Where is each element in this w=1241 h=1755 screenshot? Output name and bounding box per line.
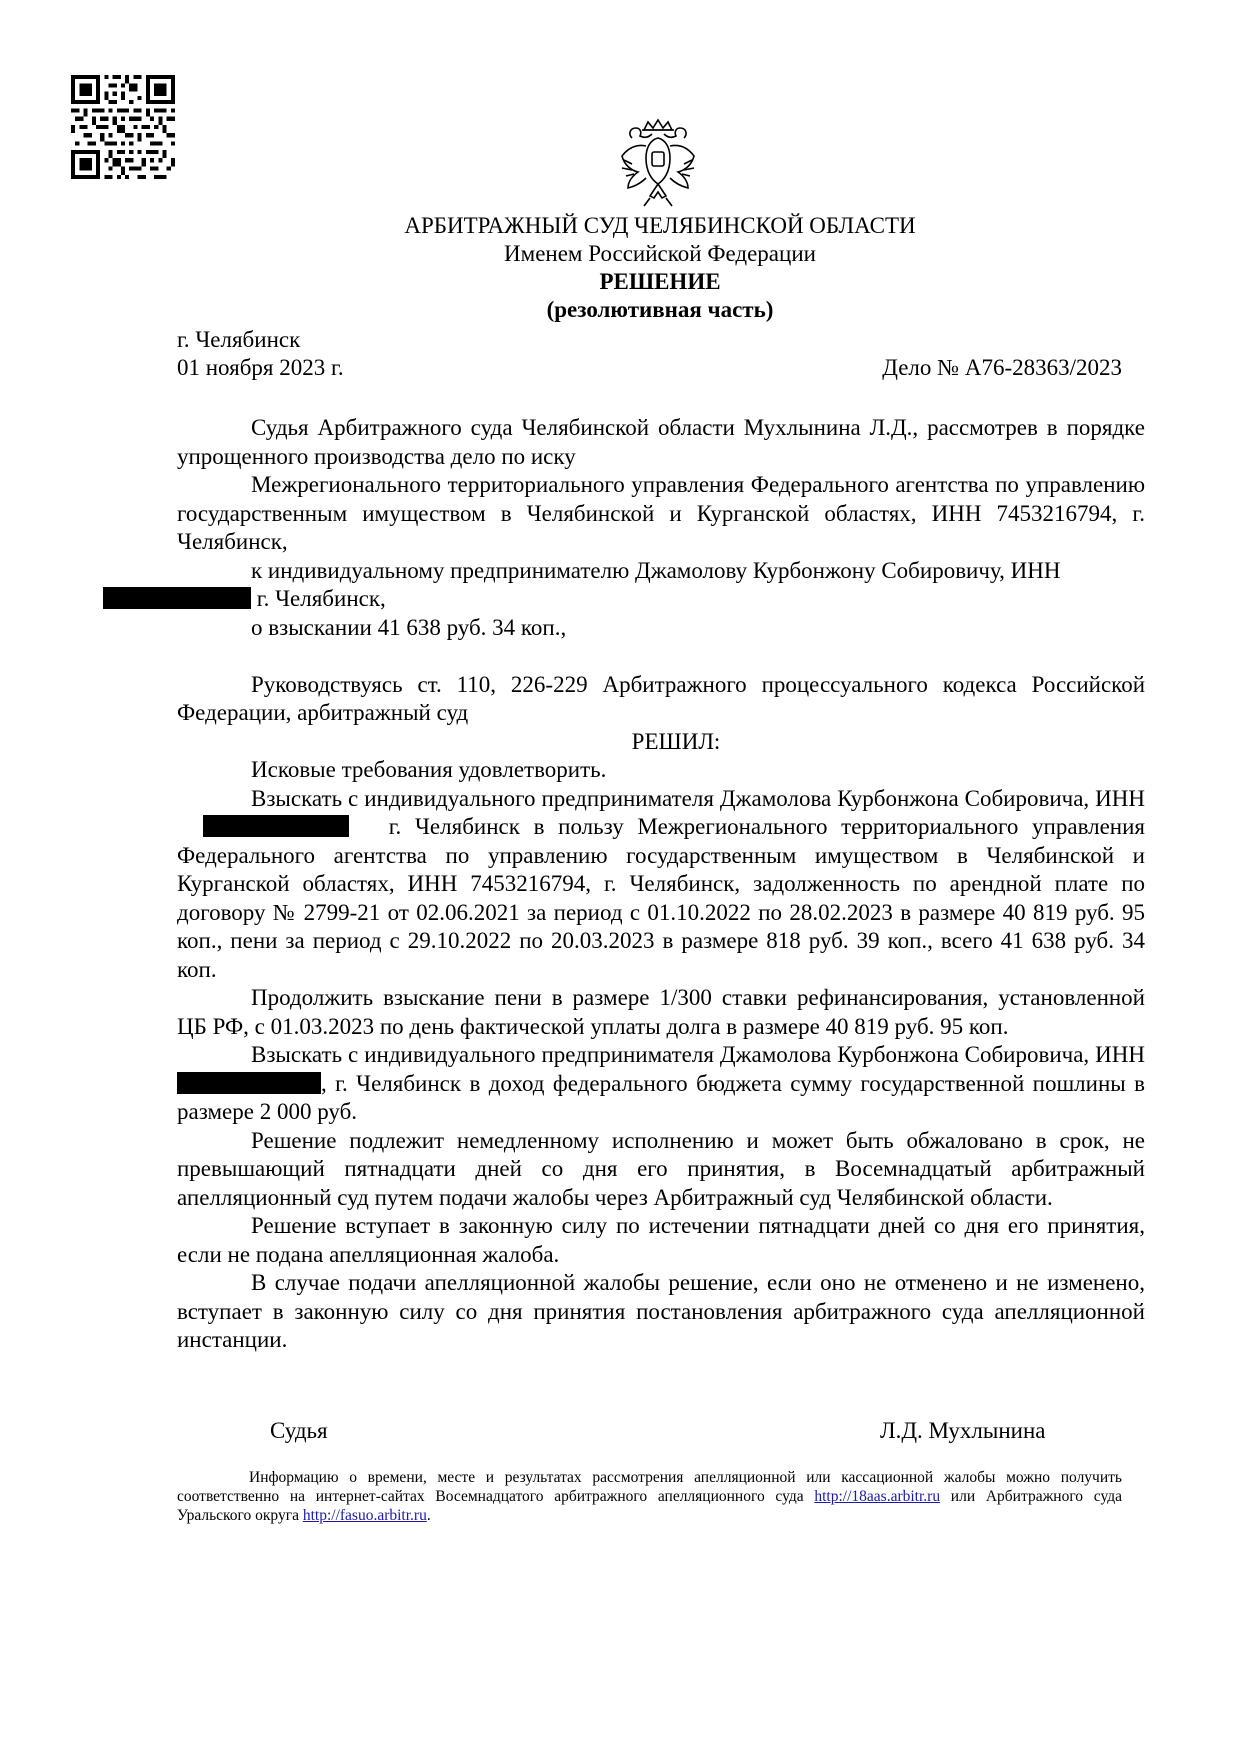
document-type: РЕШЕНИЕ <box>599 269 721 294</box>
recover-duty-text-b: , г. Челябинск в доход федерального бюджета сумму государственной пошлины в размере 2 000 руб. <box>177 1070 1145 1124</box>
case-number: Дело № А76-28363/2023 <box>882 355 1122 380</box>
paragraph-effective: Решение вступает в законную силу по истечении пятнадцати дней со дня его принятия, если не подана апелляционная жалоба. <box>177 1213 1145 1267</box>
document-meta <box>177 326 1122 382</box>
paragraph-recover-debt <box>177 785 1145 985</box>
paragraph-penalty: Продолжить взыскание пени в размере 1/300 ставки рефинансирования, установленной ЦБ РФ, с 01.03.2023 по день фактической уплаты долга в размере 40 819 руб. 95 коп. <box>177 985 1145 1039</box>
redacted-inn <box>177 1072 321 1094</box>
city: г. Челябинск <box>177 327 301 352</box>
signature-name: Л.Д. Мухлынина <box>880 1418 1046 1443</box>
document-header <box>160 212 1160 324</box>
footnote-text-2: или Арбитражного суда Уральского округа <box>177 1488 1122 1524</box>
defendant-city: г. Челябинск, <box>251 586 386 611</box>
paragraph-recover-duty <box>177 1041 1145 1127</box>
footnote-text-3: . <box>426 1507 431 1524</box>
paragraph-plaintiff: Межрегионального территориального управления Федерального агентства по управлению государственным имуществом в Челябинской и Курганской областях, ИНН 7453216794, г. Челябинск, <box>177 472 1145 554</box>
redacted-inn <box>103 587 251 609</box>
defendant-text: к индивидуальному предпринимателю Джамолову Курбонжону Собировичу, ИНН <box>251 557 1061 583</box>
recover-debt-text-b: г. Челябинск в пользу Межрегионального территориального управления Федерального агентства по управлению государственным имуществом в Челябинской и Курганской областях, ИНН 7453216794, г. Челябинск, задолженность по арендной плате по договору № 2799-21 от 02.06.2021 за период с 01.10.2022 по 28.02.2023 в размере 40 819 руб. 95 коп., пени за период с 29.10.2022 по 20.03.2023 в размере 818 руб. 39 коп., всего 41 638 руб. 34 коп. <box>177 814 1146 982</box>
qr-code <box>71 75 175 179</box>
redacted-inn <box>203 815 349 837</box>
decision-date: 01 ноября 2023 г. <box>177 355 344 380</box>
paragraph-claim: о взыскании 41 638 руб. 34 коп., <box>251 614 567 640</box>
paragraph-defendant <box>177 557 1145 614</box>
link-18aas[interactable]: http://18aas.arbitr.ru <box>814 1488 941 1505</box>
link-fasuo[interactable]: http://fasuo.arbitr.ru <box>302 1507 427 1524</box>
coat-of-arms-emblem <box>614 116 702 211</box>
signature-title: Судья <box>270 1418 328 1443</box>
resolution-heading: РЕШИЛ: <box>631 728 721 754</box>
footnote-text-1: Информацию о времени, месте и результатах рассмотрения апелляционной или кассационной жалобы можно получить соответственно на интернет-сайтах Восемнадцатого арбитражного апелляционного суда <box>177 1469 1122 1505</box>
paragraph-judge: Судья Арбитражного суда Челябинской области Мухлынина Л.Д., рассмотрев в порядке упрощенного производства дело по иску <box>177 415 1145 469</box>
paragraph-grounds: Руководствуясь ст. 110, 226-229 Арбитражного процессуального кодекса Российской Федерации, арбитражный суд <box>177 671 1145 725</box>
paragraph-satisfy: Исковые требования удовлетворить. <box>251 757 607 782</box>
paragraph-appeal: Решение подлежит немедленному исполнению и может быть обжаловано в срок, не превышающий пятнадцати дней со дня его принятия, в Восемнадцатый арбитражный апелляционный суд путем подачи жалобы через Арбитражный суд Челябинской области. <box>177 1127 1145 1210</box>
paragraph-appeal-effective: В случае подачи апелляционной жалобы решение, если оно не отменено и не изменено, вступает в законную силу со дня принятия постановления арбитражного суда апелляционной инстанции. <box>177 1270 1145 1352</box>
in-the-name-line: Именем Российской Федерации <box>504 241 816 266</box>
recover-duty-text-a: Взыскать с индивидуального предпринимателя Джамолова Курбонжона Собировича, ИНН <box>251 1042 1145 1067</box>
document-body <box>177 414 1145 1355</box>
recover-debt-text-a: Взыскать с индивидуального предпринимателя Джамолова Курбонжона Собировича, ИНН <box>251 785 1145 811</box>
court-name: АРБИТРАЖНЫЙ СУД ЧЕЛЯБИНСКОЙ ОБЛАСТИ <box>404 213 916 238</box>
appeal-info-footnote <box>177 1468 1122 1525</box>
document-subtype: (резолютивная часть) <box>546 297 774 322</box>
